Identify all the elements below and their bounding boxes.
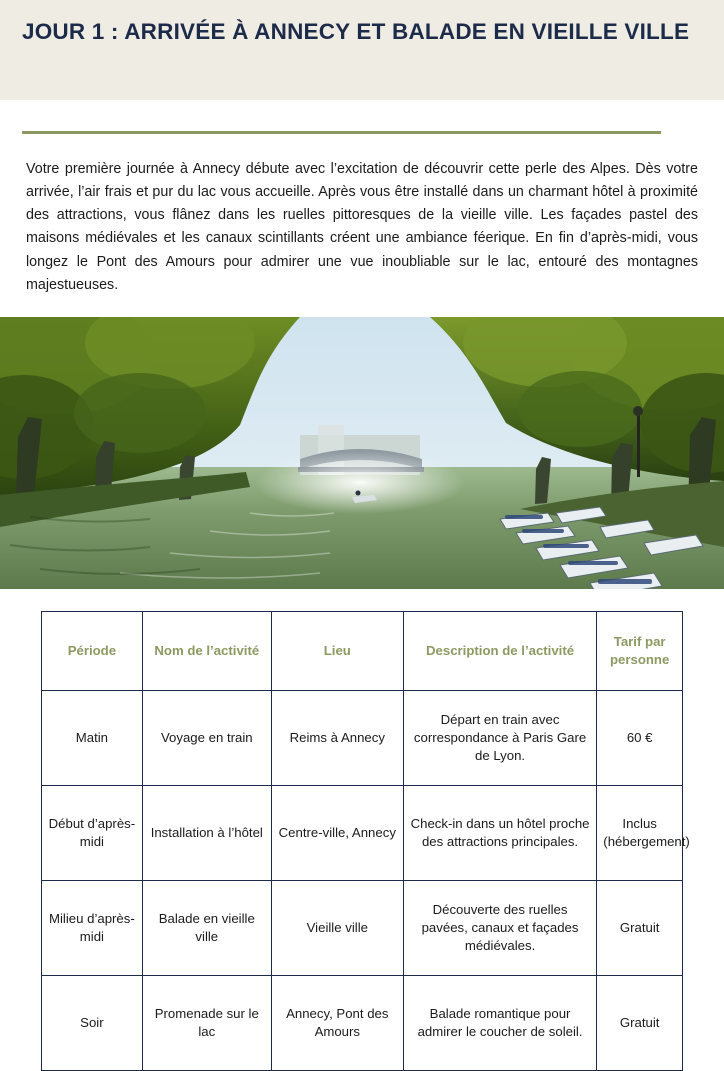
cell-tarif: Inclus (hébergement) xyxy=(597,785,683,880)
table-row xyxy=(42,785,683,880)
cell-lieu: Annecy, Pont des Amours xyxy=(271,975,403,1070)
column-header-lieu: Lieu xyxy=(271,611,403,690)
cell-description: Départ en train avec correspondance à Paris Gare de Lyon. xyxy=(403,690,597,785)
cell-periode: Début d’après-midi xyxy=(42,785,143,880)
cell-lieu: Vieille ville xyxy=(271,880,403,975)
cell-lieu: Reims à Annecy xyxy=(271,690,403,785)
schedule-table xyxy=(41,611,690,1071)
cell-description: Balade romantique pour admirer le coucher de soleil. xyxy=(403,975,597,1070)
annecy-canal-photo xyxy=(0,317,724,589)
page-title: JOUR 1 : ARRIVÉE À ANNECY ET BALADE EN VIEILLE VILLE xyxy=(22,19,690,44)
cell-activite: Balade en vieille ville xyxy=(142,880,271,975)
column-header-periode: Période xyxy=(42,611,143,690)
cell-activite: Promenade sur le lac xyxy=(142,975,271,1070)
cell-activite: Installation à l’hôtel xyxy=(142,785,271,880)
cell-periode: Soir xyxy=(42,975,143,1070)
table-row xyxy=(42,880,683,975)
page-header xyxy=(0,0,724,100)
column-header-activite: Nom de l’activité xyxy=(142,611,271,690)
cell-description: Découverte des ruelles pavées, canaux et façades médiévales. xyxy=(403,880,597,975)
cell-lieu: Centre-ville, Annecy xyxy=(271,785,403,880)
cell-tarif: Gratuit xyxy=(597,880,683,975)
intro-paragraph: Votre première journée à Annecy débute avec l’excitation de découvrir cette perle des Alpes. Dès votre arrivée, l’air frais et pur du lac vous accueille. Après vous être installé dans un charmant hôtel à proximité des attractions, vous flânez dans les ruelles pittoresques de la vieille ville. Les façades pastel des maisons médiévales et les canaux scintillants créent une ambiance féerique. En fin d’après-midi, vous longez le Pont des Amours pour admirer une vue inoubliable sur le lac, entouré des montagnes majestueuses. xyxy=(26,161,698,293)
cell-activite: Voyage en train xyxy=(142,690,271,785)
cell-description: Check-in dans un hôtel proche des attractions principales. xyxy=(403,785,597,880)
table-row xyxy=(42,690,683,785)
column-header-tarif: Tarif par personne xyxy=(597,611,683,690)
photo-illustration xyxy=(0,317,724,589)
schedule-table-section xyxy=(0,589,724,1071)
table-header-row xyxy=(42,611,683,690)
column-header-description: Description de l’activité xyxy=(403,611,597,690)
cell-tarif: 60 € xyxy=(597,690,683,785)
cell-periode: Matin xyxy=(42,690,143,785)
intro-section xyxy=(0,134,724,317)
cell-periode: Milieu d’après-midi xyxy=(42,880,143,975)
table-row xyxy=(42,975,683,1070)
cell-tarif: Gratuit xyxy=(597,975,683,1070)
